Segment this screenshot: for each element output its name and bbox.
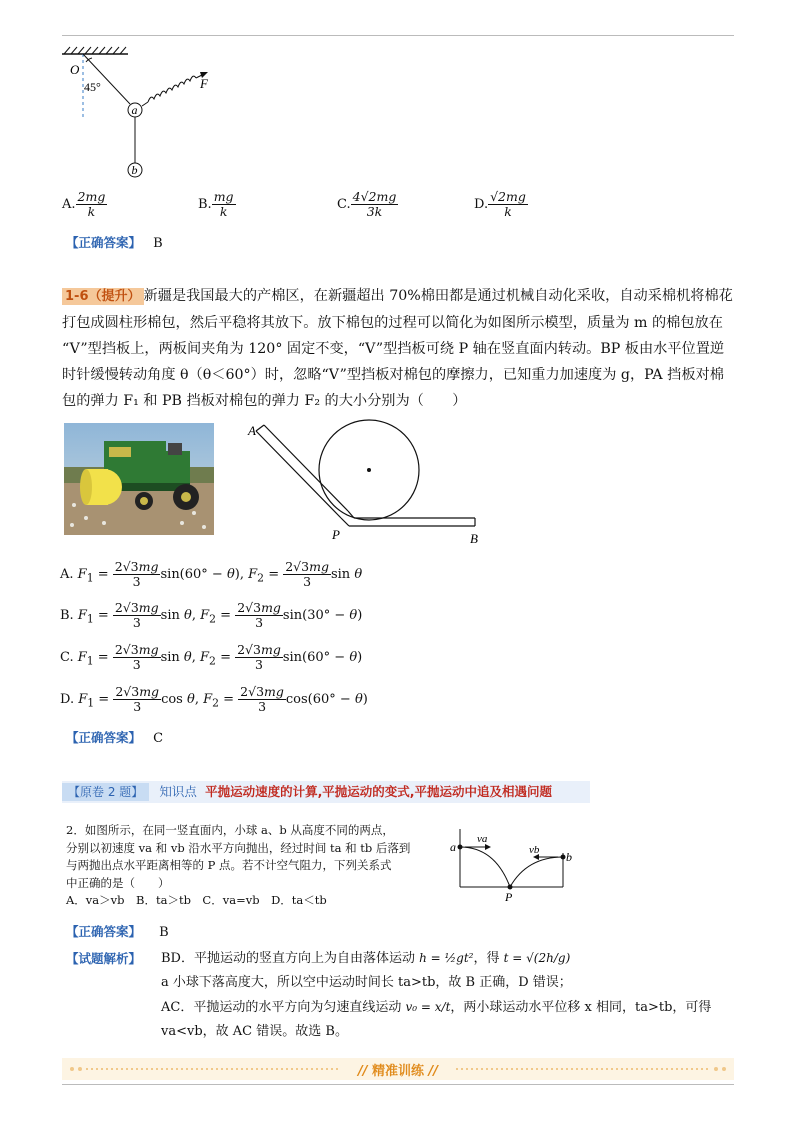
q2-answer-row [66, 922, 169, 940]
knowledge-point-text: 平抛运动速度的计算,平抛运动的变式,平抛运动中追及相遇问题 [205, 784, 553, 799]
spring-diagram [56, 44, 226, 184]
q1-option-c[interactable]: C. $\frac{4√2mg}{3k}$ [337, 189, 397, 219]
q1-answer-row [66, 233, 163, 251]
q1-option-a[interactable]: A. $\frac{2mg}{k}$ [62, 189, 106, 219]
q16-answer-row [66, 728, 163, 746]
label-ball-a: a [450, 840, 456, 854]
q16-stem: 1-6（提升） 新疆是我国最大的产棉区，在新疆超出 70%棉田都是通过机械自动化采收，自动采棉机将棉花 打包成圆柱形棉包，然后平稳将其放下。放下棉包的过程可以简化为如图所示模型，质量为 m 的棉包放在 “V”型挡板上，两板间夹角为 120° 固定不变，“V”型挡板可绕 P 轴在竖直面内转动。BP 板由水平位置逆 时针缓慢转动角度 θ（θ＜60°）时，忽略“V”型挡板对棉包的摩擦力，已知重力加速度为 g，PA 挡板对棉 包的弹力 F₁ 和 PB 挡板对棉包的弹力 F₂ 的大小分别为（ ） [62, 288, 733, 409]
answer-label: 【正确答案】 [66, 235, 142, 250]
analysis-label-row [66, 949, 141, 967]
footer-deco-left-icon: // [357, 1064, 372, 1079]
label-a-plate: A [248, 423, 256, 438]
q16-tag: 1-6（提升） [62, 288, 144, 305]
label-o: O [70, 62, 80, 77]
formula-v0: v₀ = x/t [405, 1000, 451, 1014]
original-question-tag: 【原卷 2 题】 [62, 783, 149, 801]
footer-banner [62, 1058, 734, 1080]
q2-stem: 2．如图所示，在同一竖直面内，小球 a、b 从高度不同的两点， 分别以初速度 va 和 vb 沿水平方向抛出，经过时间 ta 和 tb 后落到 与两抛出点水平距离相等的 P 点。若不计空气阻力，下列关系式 中正确的是（ ） A．va＞vb B．ta＞tb C．va=vb D．ta＜tb [66, 823, 411, 907]
formula-h: h = ½gt² [419, 951, 474, 965]
v-plate-diagram [240, 415, 490, 550]
q2-answer: B [159, 925, 169, 940]
analysis-label: 【试题解析】 [66, 951, 142, 966]
header-rule [62, 35, 734, 36]
formula-t: t = √(2h/g) [503, 951, 571, 965]
knowledge-point-label: 知识点 [159, 784, 197, 799]
footer-rule [62, 1084, 734, 1085]
q16-answer: C [153, 731, 164, 746]
footer-deco-right-icon: // [424, 1064, 439, 1079]
knowledge-point-bar [62, 781, 590, 803]
q1-option-b[interactable]: B. $\frac{mg}{k}$ [198, 189, 234, 219]
q1-option-d[interactable]: D. $\frac{√2mg}{k}$ [474, 189, 526, 219]
q1-answer: B [153, 236, 163, 251]
projectile-diagram [445, 823, 580, 903]
analysis-body: BD．平抛运动的竖直方向上为自由落体运动 h = ½gt²，得 t = √(2h/g) a 小球下落高度大，所以空中运动时间长 ta>tb，故 B 正确，D 错误； AC．平抛运动的水平方向为匀速直线运动 v₀ = x/t，两小球运动水平位移 x 相同，ta>tb，可得 va<vb，故 AC 错误。故选 B。 [161, 951, 712, 1039]
label-ball-b: b [566, 850, 572, 864]
answer-label: 【正确答案】 [66, 730, 142, 745]
label-landing-p: P [505, 890, 513, 903]
label-b-plate: B [470, 531, 478, 546]
label-angle: 45° [84, 80, 101, 94]
q16-option-a[interactable]: A. $F_1$ = $\frac{2√3mg}{3}$ sin(60° − θ), $F_2$ = $\frac{2√3mg}{3}$ sin θ [60, 559, 363, 589]
cotton-harvester-photo [64, 423, 214, 535]
label-f: F [200, 76, 208, 91]
answer-label: 【正确答案】 [66, 924, 142, 939]
q16-option-c[interactable]: C. $F_1$ = $\frac{2√3mg}{3}$ sin θ, $F_2$ = $\frac{2√3mg}{3}$ sin(60° − θ) [60, 642, 363, 672]
footer-title: 精准训练 [371, 1064, 424, 1079]
label-a: a [131, 103, 138, 117]
q16-option-b[interactable]: B. $F_1$ = $\frac{2√3mg}{3}$ sin θ, $F_2$ = $\frac{2√3mg}{3}$ sin(30° − θ) [60, 600, 363, 630]
label-b: b [131, 163, 138, 177]
label-vb: vb [529, 844, 540, 856]
q16-option-d[interactable]: D. $F_1$ = $\frac{2√3mg}{3}$ cos θ, $F_2$ = $\frac{2√3mg}{3}$ cos(60° − θ) [60, 684, 368, 714]
label-va: va [477, 833, 488, 845]
label-p-pivot: P [332, 527, 340, 542]
